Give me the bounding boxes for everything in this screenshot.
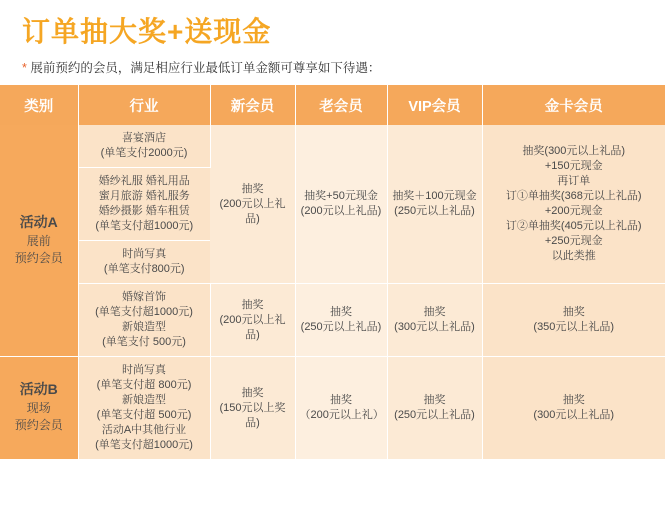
industry-cell-wedding-services [78,168,210,241]
col-header-vip-member: VIP会员 [387,85,482,125]
gold-member-line2: (350元以上礼品) [533,321,615,333]
new-member-line1: 抽奖 [241,182,264,195]
gold-member-line2: (300元以上礼品) [533,409,615,421]
old-member-line2: （200元以上礼） [299,409,384,421]
old-member-cell-a2 [295,284,387,357]
category-sub-line1: 展前 [26,233,51,248]
col-header-industry: 行业 [78,85,210,125]
industry-line-6: (单笔支付超1000元) [95,439,193,451]
industry-line-2: (单笔支付超 800元) [96,379,192,391]
table-header-row [0,85,665,125]
new-member-cell-a1 [210,125,295,284]
industry-line-3: 新娘造型 [122,321,166,333]
industry-line-3: 新娘造型 [122,394,166,406]
industry-line-4: (单笔支付 500元) [102,336,186,348]
industry-cell-banquet [78,125,210,168]
old-member-line2: (200元以上礼品) [300,205,382,217]
gold-line-4: 订①单抽奖(368元以上礼品) [505,190,642,202]
col-header-gold-member: 金卡会员 [482,85,665,125]
gold-member-cell-a1 [482,125,665,284]
industry-note: (单笔支付2000元) [100,147,188,159]
gold-member-line1: 抽奖 [562,394,585,406]
table-row [0,357,665,460]
page-title: 订单抽大奖+送现金 [22,16,272,47]
industry-cell-jewelry-styling [78,284,210,357]
industry-line-1: 婚嫁首饰 [122,291,166,303]
new-member-line2: (150元以上奖品) [219,401,286,429]
vip-member-line2: (300元以上礼品) [394,321,475,333]
industry-line-1: 时尚写真 [122,364,166,376]
category-name: 活动A [19,213,58,230]
category-sub-line1: 现场 [26,401,51,415]
col-header-new-member: 新会员 [210,85,295,125]
old-member-cell-a1 [295,125,387,284]
industry-line-2: 蜜月旅游 婚礼服务 [98,190,190,202]
old-member-line2: (250元以上礼品) [300,321,382,333]
gold-member-cell-b1 [482,357,665,460]
vip-member-cell-a2 [387,284,482,357]
gold-line-6: 订②单抽奖(405元以上礼品) [505,220,642,232]
new-member-cell-b1 [210,357,295,460]
gold-line-5: +200元现金 [544,205,603,217]
subtitle-text: 展前预约的会员，满足相应行业最低订单金额可尊享如下待遇： [26,61,381,75]
old-member-line1: 抽奖 [330,394,352,406]
new-member-line1: 抽奖 [241,386,264,399]
vip-member-cell-a1 [387,125,482,284]
category-cell-activity-b [0,357,78,460]
new-member-line2: (200元以上礼品) [219,197,286,225]
category-sub-line2: 预约会员 [14,418,63,432]
industry-name: 时尚写真 [122,248,167,260]
vip-member-line1: 抽奖 [423,394,446,406]
industry-line-4: (单笔支付超 500元) [96,409,192,421]
benefits-table [0,85,665,460]
asterisk-icon: * [22,61,27,75]
old-member-line1: 抽奖 [330,306,352,318]
category-sub-line2: 预约会员 [14,250,63,265]
industry-line-3: 婚纱摄影 婚车租赁 [98,205,190,217]
vip-member-line1: 抽奖＋100元现金 [392,190,477,202]
vip-member-line2: (250元以上礼品) [394,409,475,421]
vip-member-line2: (250元以上礼品) [394,205,475,217]
category-cell-activity-a [0,125,78,357]
gold-member-cell-a2 [482,284,665,357]
gold-line-8: 以此类推 [551,250,596,262]
industry-line-2: (单笔支付超1000元) [95,306,193,318]
gold-line-3: 再订单 [557,175,591,187]
vip-member-cell-b1 [387,357,482,460]
industry-cell-activity-b [78,357,210,460]
page-subtitle [0,50,665,85]
col-header-old-member: 老会员 [295,85,387,125]
gold-line-2: +150元现金 [544,160,603,172]
new-member-cell-a2 [210,284,295,357]
table-row [0,284,665,357]
industry-note: (单笔支付超1000元) [95,220,194,232]
table-row [0,125,665,168]
industry-line-1: 婚纱礼服 婚礼用品 [98,175,190,187]
col-header-category: 类别 [0,85,78,125]
new-member-line1: 抽奖 [241,298,264,311]
category-name: 活动B [19,381,58,397]
gold-line-7: +250元现金 [544,235,603,247]
new-member-line2: (200元以上礼品) [219,313,286,341]
industry-line-5: 活动A中其他行业 [101,424,187,436]
vip-member-line1: 抽奖 [423,306,446,318]
gold-line-1: 抽奖(300元以上礼品) [522,145,626,157]
industry-cell-fashion-portrait-a [78,241,210,284]
industry-name: 喜宴酒店 [122,132,166,144]
old-member-cell-b1 [295,357,387,460]
old-member-line1: 抽奖+50元现金 [304,190,378,202]
gold-member-line1: 抽奖 [562,306,585,318]
industry-note: (单笔支付800元) [103,263,185,275]
